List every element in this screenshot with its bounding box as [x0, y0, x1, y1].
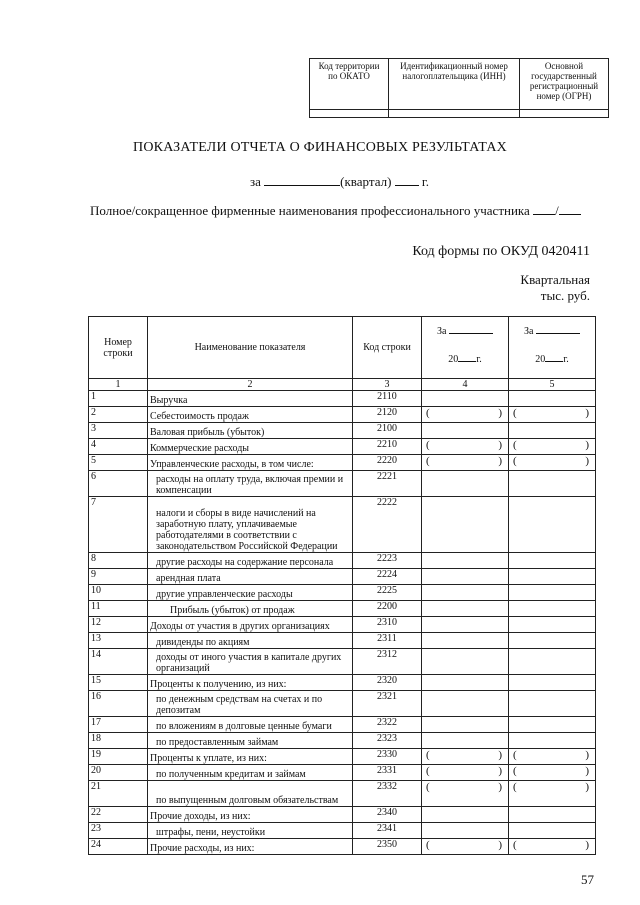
indicator-name: Выручка — [148, 391, 353, 407]
indicator-name: Валовая прибыль (убыток) — [148, 423, 353, 439]
close-paren: ) — [585, 839, 589, 851]
value-previous-period — [509, 781, 596, 807]
value-current-period — [422, 471, 509, 497]
financial-results-table — [88, 316, 596, 855]
row-number: 23 — [89, 823, 148, 839]
period-line — [250, 173, 429, 190]
value-current-period — [422, 649, 509, 675]
close-paren: ) — [498, 407, 502, 419]
indicator-name: по предоставленным займам — [148, 733, 353, 749]
row-code: 2340 — [353, 807, 422, 823]
row-number: 8 — [89, 553, 148, 569]
table-row — [89, 439, 596, 455]
value-current-period — [422, 553, 509, 569]
table-row — [89, 455, 596, 471]
open-paren: ( — [513, 407, 517, 419]
value-current-period — [422, 407, 509, 423]
indicator-name: Прибыль (убыток) от продаж — [148, 601, 353, 617]
report-units: тыс. руб. — [540, 288, 590, 303]
header-indicator-name: Наименование показателя — [148, 317, 353, 379]
row-code: 2220 — [353, 455, 422, 471]
indicator-name: налоги и сборы в виде начислений на заработную плату, уплачиваемые работодателями в соответствии с законодательством Российской Федерации — [148, 497, 353, 553]
value-previous-period — [509, 497, 596, 553]
value-current-period — [422, 749, 509, 765]
row-code: 2100 — [353, 423, 422, 439]
row-number: 24 — [89, 839, 148, 855]
value-current-period — [422, 781, 509, 807]
open-paren: ( — [513, 839, 517, 851]
indicator-name: дивиденды по акциям — [148, 633, 353, 649]
indicator-name: Управленческие расходы, в том числе: — [148, 455, 353, 471]
value-previous-period — [509, 585, 596, 601]
row-number: 6 — [89, 471, 148, 497]
row-code: 2350 — [353, 839, 422, 855]
close-paren: ) — [585, 781, 589, 793]
table-row — [89, 497, 596, 553]
value-previous-period — [509, 569, 596, 585]
row-code: 2330 — [353, 749, 422, 765]
close-paren: ) — [498, 839, 502, 851]
okato-value-cell — [310, 110, 389, 118]
value-current-period — [422, 569, 509, 585]
row-code: 2223 — [353, 553, 422, 569]
row-code: 2224 — [353, 569, 422, 585]
value-previous-period — [509, 675, 596, 691]
row-code: 2322 — [353, 717, 422, 733]
form-title: ПОКАЗАТЕЛИ ОТЧЕТА О ФИНАНСОВЫХ РЕЗУЛЬТАТАХ — [133, 140, 507, 155]
row-number: 22 — [89, 807, 148, 823]
indicator-name: Прочие доходы, из них: — [148, 807, 353, 823]
full-name-blank — [533, 202, 555, 215]
ogrn-value-cell — [520, 110, 609, 118]
value-current-period — [422, 601, 509, 617]
indicator-name: арендная плата — [148, 569, 353, 585]
row-number: 9 — [89, 569, 148, 585]
period-suffix: г. — [421, 174, 430, 189]
value-current-period — [422, 391, 509, 407]
close-paren: ) — [585, 439, 589, 451]
period-prefix: за — [250, 174, 261, 189]
open-paren: ( — [513, 455, 517, 467]
col-number-2: 2 — [148, 379, 353, 391]
row-number: 17 — [89, 717, 148, 733]
row-code: 2311 — [353, 633, 422, 649]
ogrn-header: Основной государственный регистрационный номер (ОГРН) — [520, 59, 609, 110]
value-previous-period — [509, 407, 596, 423]
quarter-blank — [264, 173, 340, 186]
row-code: 2221 — [353, 471, 422, 497]
table-row — [89, 649, 596, 675]
indicator-name: по денежным средствам на счетах и по депозитам — [148, 691, 353, 717]
indicator-name: Доходы от участия в других организациях — [148, 617, 353, 633]
value-previous-period — [509, 691, 596, 717]
indicator-name: по полученным кредитам и займам — [148, 765, 353, 781]
short-name-blank — [559, 202, 581, 215]
row-number: 4 — [89, 439, 148, 455]
indicator-name: Проценты к получению, из них: — [148, 675, 353, 691]
name-separator: / — [555, 203, 559, 218]
close-paren: ) — [498, 455, 502, 467]
value-previous-period — [509, 749, 596, 765]
value-current-period — [422, 839, 509, 855]
row-number: 2 — [89, 407, 148, 423]
value-current-period — [422, 633, 509, 649]
open-paren: ( — [513, 765, 517, 777]
indicator-name: другие расходы на содержание персонала — [148, 553, 353, 569]
table-row — [89, 569, 596, 585]
open-paren: ( — [426, 439, 430, 451]
value-current-period — [422, 455, 509, 471]
value-current-period — [422, 765, 509, 781]
value-current-period — [422, 439, 509, 455]
row-number: 16 — [89, 691, 148, 717]
header-row-code: Код строки — [353, 317, 422, 379]
row-number: 19 — [89, 749, 148, 765]
value-previous-period — [509, 733, 596, 749]
indicator-name: другие управленческие расходы — [148, 585, 353, 601]
table-row — [89, 781, 596, 807]
close-paren: ) — [585, 749, 589, 761]
table-row — [89, 691, 596, 717]
row-code: 2331 — [353, 765, 422, 781]
open-paren: ( — [426, 455, 430, 467]
row-number: 15 — [89, 675, 148, 691]
row-code: 2332 — [353, 781, 422, 807]
col-number-3: 3 — [353, 379, 422, 391]
value-current-period — [422, 423, 509, 439]
row-code: 2225 — [353, 585, 422, 601]
table-row — [89, 585, 596, 601]
row-code: 2321 — [353, 691, 422, 717]
table-row — [89, 733, 596, 749]
open-paren: ( — [426, 765, 430, 777]
close-paren: ) — [585, 455, 589, 467]
indicator-name: Коммерческие расходы — [148, 439, 353, 455]
indicator-name: Проценты к уплате, из них: — [148, 749, 353, 765]
value-previous-period — [509, 553, 596, 569]
close-paren: ) — [585, 407, 589, 419]
row-code: 2222 — [353, 497, 422, 553]
inn-header: Идентификационный номер налогоплательщика (ИНН) — [389, 59, 520, 110]
row-number: 5 — [89, 455, 148, 471]
value-current-period — [422, 691, 509, 717]
row-code: 2320 — [353, 675, 422, 691]
row-number: 14 — [89, 649, 148, 675]
indicator-name: доходы от иного участия в капитале других организаций — [148, 649, 353, 675]
table-row — [89, 823, 596, 839]
table-row — [89, 839, 596, 855]
value-current-period — [422, 733, 509, 749]
row-code: 2200 — [353, 601, 422, 617]
row-number: 18 — [89, 733, 148, 749]
indicator-name: по выпущенным долговым обязательствам — [148, 781, 353, 807]
value-previous-period — [509, 807, 596, 823]
open-paren: ( — [513, 439, 517, 451]
okato-header: Код территории по ОКАТО — [310, 59, 389, 110]
value-previous-period — [509, 765, 596, 781]
row-code: 2312 — [353, 649, 422, 675]
value-previous-period — [509, 839, 596, 855]
value-previous-period — [509, 471, 596, 497]
open-paren: ( — [513, 781, 517, 793]
table-row — [89, 675, 596, 691]
row-code: 2120 — [353, 407, 422, 423]
indicator-name: Себестоимость продаж — [148, 407, 353, 423]
open-paren: ( — [426, 407, 430, 419]
period-middle: (квартал) — [340, 174, 392, 189]
close-paren: ) — [498, 765, 502, 777]
value-previous-period — [509, 823, 596, 839]
value-previous-period — [509, 633, 596, 649]
table-row — [89, 717, 596, 733]
indicator-name: Прочие расходы, из них: — [148, 839, 353, 855]
table-row — [89, 423, 596, 439]
header-row-number: Номер строки — [89, 317, 148, 379]
table-row — [89, 471, 596, 497]
value-current-period — [422, 823, 509, 839]
table-row — [89, 633, 596, 649]
table-row — [89, 601, 596, 617]
col-number-1: 1 — [89, 379, 148, 391]
table-row — [89, 617, 596, 633]
value-current-period — [422, 717, 509, 733]
row-code: 2110 — [353, 391, 422, 407]
value-previous-period — [509, 717, 596, 733]
value-previous-period — [509, 601, 596, 617]
table-row — [89, 553, 596, 569]
value-previous-period — [509, 649, 596, 675]
row-number: 1 — [89, 391, 148, 407]
value-previous-period — [509, 617, 596, 633]
value-previous-period — [509, 391, 596, 407]
table-row — [89, 391, 596, 407]
row-number: 21 — [89, 781, 148, 807]
table-row — [89, 765, 596, 781]
report-periodicity: Квартальная — [520, 272, 590, 287]
row-code: 2210 — [353, 439, 422, 455]
participant-name-line — [90, 202, 581, 219]
row-code: 2310 — [353, 617, 422, 633]
row-number: 11 — [89, 601, 148, 617]
header-period-current: За 20 г. — [422, 317, 509, 379]
indicator-name: расходы на оплату труда, включая премии и компенсации — [148, 471, 353, 497]
participant-name-label: Полное/сокращенное фирменные наименования профессионального участника — [90, 203, 530, 218]
row-number: 10 — [89, 585, 148, 601]
open-paren: ( — [426, 839, 430, 851]
year-blank — [395, 173, 419, 186]
value-current-period — [422, 617, 509, 633]
open-paren: ( — [513, 749, 517, 761]
close-paren: ) — [498, 749, 502, 761]
table-row — [89, 749, 596, 765]
value-current-period — [422, 497, 509, 553]
indicator-name: штрафы, пени, неустойки — [148, 823, 353, 839]
value-current-period — [422, 585, 509, 601]
row-number: 20 — [89, 765, 148, 781]
page-number: 57 — [581, 872, 594, 887]
row-code: 2341 — [353, 823, 422, 839]
close-paren: ) — [498, 781, 502, 793]
value-previous-period — [509, 455, 596, 471]
table-row — [89, 807, 596, 823]
row-number: 12 — [89, 617, 148, 633]
value-current-period — [422, 807, 509, 823]
col-number-5: 5 — [509, 379, 596, 391]
header-period-previous: За 20 г. — [509, 317, 596, 379]
value-previous-period — [509, 439, 596, 455]
close-paren: ) — [498, 439, 502, 451]
okud-code: Код формы по ОКУД 0420411 — [412, 244, 590, 259]
open-paren: ( — [426, 749, 430, 761]
row-number: 13 — [89, 633, 148, 649]
row-number: 3 — [89, 423, 148, 439]
registration-codes-table — [309, 58, 609, 118]
value-current-period — [422, 675, 509, 691]
row-code: 2323 — [353, 733, 422, 749]
table-body — [89, 391, 596, 855]
close-paren: ) — [585, 765, 589, 777]
col-number-4: 4 — [422, 379, 509, 391]
indicator-name: по вложениям в долговые ценные бумаги — [148, 717, 353, 733]
row-number: 7 — [89, 497, 148, 553]
value-previous-period — [509, 423, 596, 439]
open-paren: ( — [426, 781, 430, 793]
table-row — [89, 407, 596, 423]
inn-value-cell — [389, 110, 520, 118]
